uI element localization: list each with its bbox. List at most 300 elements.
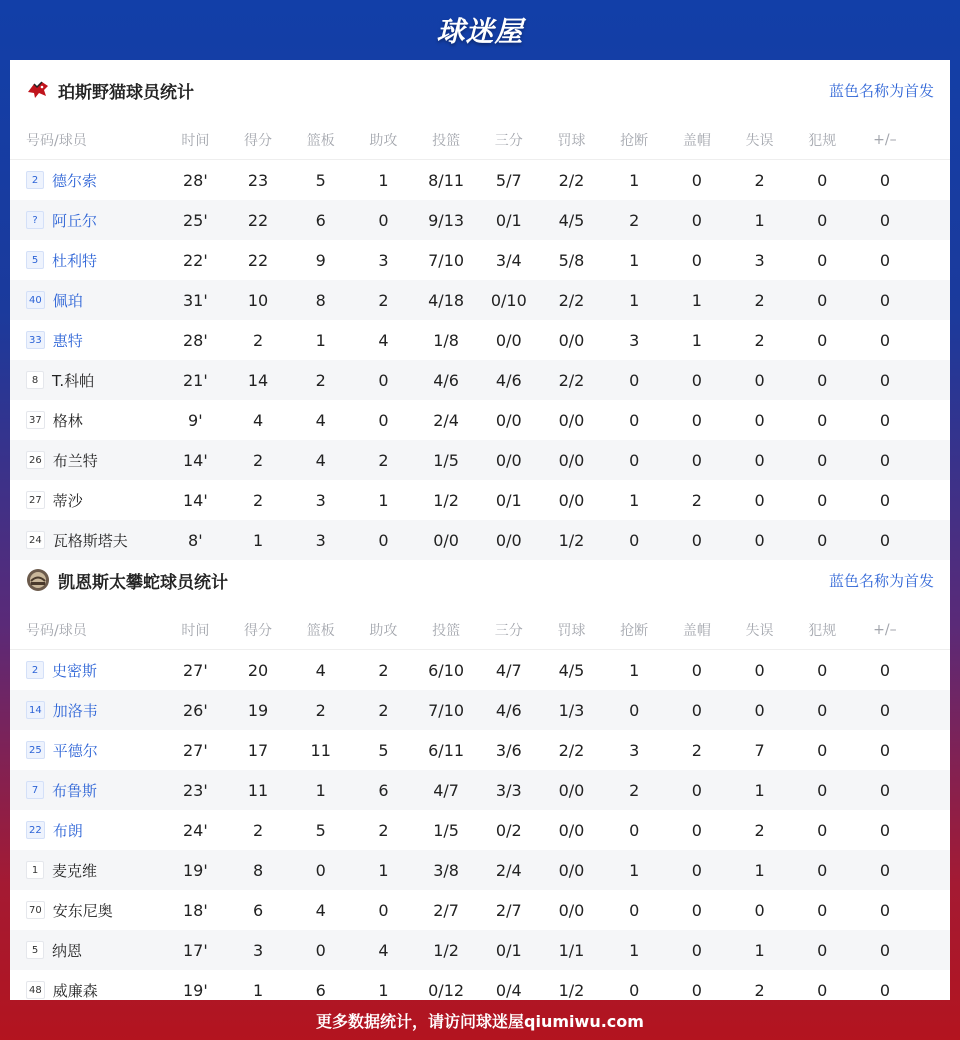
stat-cell: 0 <box>754 900 765 920</box>
stat-cell: 0 <box>817 740 828 760</box>
stat-cell: 2 <box>378 700 389 720</box>
stat-cell: 0 <box>817 900 828 920</box>
stat-cell: 6 <box>252 900 264 920</box>
player-name[interactable]: 安东尼奥 <box>52 901 113 920</box>
player-row[interactable] <box>10 400 950 440</box>
stat-cell: 0 <box>754 490 765 510</box>
stat-cell: 0 <box>691 980 702 1000</box>
player-row[interactable] <box>10 930 950 970</box>
stat-cell: 3 <box>252 940 264 960</box>
stat-cell: 0/1 <box>495 210 522 230</box>
stat-cell: 1/8 <box>433 330 459 350</box>
stat-cell: 18' <box>182 900 208 920</box>
stat-cell: 23 <box>247 170 269 190</box>
stat-cell: 2 <box>754 290 765 310</box>
stat-cell: 4/7 <box>495 660 522 680</box>
jersey-number-badge: 26 <box>26 451 45 469</box>
stat-cell: 3 <box>378 250 389 270</box>
stat-cell: 4/6 <box>495 700 522 720</box>
stat-cell: 0 <box>879 250 890 270</box>
player-row[interactable] <box>10 890 950 930</box>
player-row[interactable] <box>10 770 950 810</box>
player-row[interactable] <box>10 200 950 240</box>
player-name[interactable]: 威廉森 <box>52 981 98 1000</box>
player-name[interactable]: 麦克维 <box>52 861 98 880</box>
stat-cell: 0/0 <box>558 780 585 800</box>
stat-cell: 0 <box>315 940 326 960</box>
stat-cell: 8 <box>315 290 326 310</box>
stat-cell: 0 <box>629 900 640 920</box>
player-row[interactable] <box>10 160 950 200</box>
stat-cell: 5/7 <box>495 170 522 190</box>
stat-cell: 3/6 <box>495 740 522 760</box>
team-title: 凯恩斯太攀蛇球员统计 <box>58 572 228 593</box>
stat-cell: 0 <box>691 370 702 390</box>
stat-cell: 0 <box>691 660 702 680</box>
stat-cell: 10 <box>247 290 269 310</box>
player-name[interactable]: 平德尔 <box>52 741 98 760</box>
stat-cell: 1 <box>629 940 640 960</box>
team-header <box>10 550 950 610</box>
column-header[interactable]: 犯规 <box>808 132 837 149</box>
jersey-number-badge: 33 <box>26 331 45 349</box>
stat-cell: 1 <box>629 290 640 310</box>
player-cell <box>10 210 164 231</box>
stat-cell: 0 <box>629 370 640 390</box>
player-cell <box>10 290 164 311</box>
player-cell <box>10 250 164 271</box>
stat-cell: 1 <box>252 530 264 550</box>
stat-cell: 0 <box>754 700 765 720</box>
stat-cell: 0/1 <box>495 940 522 960</box>
column-header[interactable]: 犯规 <box>808 622 837 639</box>
column-header[interactable]: +/– <box>873 131 897 148</box>
player-name[interactable]: 纳恩 <box>52 941 83 960</box>
stat-cell: 9/13 <box>428 210 465 230</box>
jersey-number-badge: 37 <box>26 411 45 429</box>
stat-cell: 5/8 <box>558 250 585 270</box>
stat-cell: 0 <box>879 290 890 310</box>
stat-cell: 2 <box>378 820 389 840</box>
player-cell <box>10 940 164 961</box>
column-header[interactable]: 篮板 <box>306 622 335 639</box>
stat-cell: 0 <box>817 530 828 550</box>
stat-cell: 17 <box>247 740 269 760</box>
column-header[interactable]: 抢断 <box>620 622 649 639</box>
player-cell <box>10 660 164 681</box>
stat-cell: 0 <box>879 860 890 880</box>
stat-cell: 6/10 <box>428 660 465 680</box>
team-section <box>10 60 950 550</box>
stat-cell: 0 <box>378 900 389 920</box>
column-header[interactable]: 失误 <box>745 132 774 149</box>
stat-cell: 0 <box>691 900 702 920</box>
stat-cell: 9' <box>188 410 203 430</box>
stat-cell: 7/10 <box>428 700 465 720</box>
stat-cell: 4 <box>378 330 389 350</box>
stat-cell: 1/2 <box>558 530 585 550</box>
stat-cell: 0 <box>817 370 828 390</box>
column-header[interactable]: +/– <box>873 621 897 638</box>
player-cell <box>10 700 164 721</box>
stat-cell: 0/0 <box>558 860 585 880</box>
column-header[interactable]: 得分 <box>244 132 273 149</box>
stat-cell: 26' <box>182 700 208 720</box>
player-name[interactable]: 加洛韦 <box>52 701 98 720</box>
stat-cell: 0 <box>691 820 702 840</box>
stat-cell: 0 <box>691 250 702 270</box>
stat-cell: 1 <box>378 490 389 510</box>
stat-cell: 3 <box>629 740 640 760</box>
stat-cell: 0/2 <box>495 820 522 840</box>
stat-cell: 1 <box>629 660 640 680</box>
stat-cell: 4/6 <box>433 370 459 390</box>
player-row[interactable] <box>10 690 950 730</box>
stat-cell: 0 <box>691 170 702 190</box>
stat-cell: 0 <box>378 370 389 390</box>
player-name[interactable]: 惠特 <box>52 331 83 350</box>
stat-cell: 3 <box>315 530 326 550</box>
jersey-number-badge: 25 <box>26 741 45 759</box>
stat-cell: 4 <box>315 450 326 470</box>
player-cell <box>10 330 164 351</box>
wildcat-logo-icon <box>26 78 50 102</box>
team-section <box>10 550 950 1000</box>
stat-cell: 8 <box>252 860 264 880</box>
stat-cell: 2 <box>378 290 389 310</box>
stat-cell: 0 <box>378 210 389 230</box>
taipan-logo-icon <box>26 568 50 592</box>
table-header-row <box>10 610 950 650</box>
jersey-number-badge: 27 <box>26 491 45 509</box>
stat-cell: 1 <box>629 250 640 270</box>
column-header[interactable]: 投篮 <box>432 132 461 149</box>
column-header[interactable]: 盖帽 <box>682 622 711 639</box>
column-header[interactable]: 三分 <box>494 132 523 149</box>
stat-cell: 4 <box>315 900 326 920</box>
stat-cell: 28' <box>182 330 208 350</box>
stat-cell: 0/0 <box>558 900 585 920</box>
stat-cell: 0 <box>879 490 890 510</box>
stat-cell: 1 <box>315 330 326 350</box>
player-name[interactable]: 佩珀 <box>52 291 83 310</box>
starter-legend: 蓝色名称为首发 <box>828 81 934 100</box>
stat-cell: 1 <box>691 290 702 310</box>
stat-cell: 2/2 <box>558 740 585 760</box>
stat-cell: 4/5 <box>558 660 585 680</box>
stat-cell: 0/0 <box>495 530 522 550</box>
column-header[interactable]: 罚球 <box>557 132 586 149</box>
column-header[interactable]: 三分 <box>494 622 523 639</box>
stat-cell: 0 <box>879 660 890 680</box>
stat-cell: 22 <box>247 210 269 230</box>
player-cell <box>10 820 164 841</box>
stat-cell: 1 <box>691 330 702 350</box>
stat-cell: 0 <box>817 290 828 310</box>
stat-cell: 0 <box>691 530 702 550</box>
stat-cell: 1 <box>629 490 640 510</box>
stat-cell: 0 <box>754 450 765 470</box>
column-header[interactable]: 助攻 <box>369 622 398 639</box>
stat-cell: 1 <box>378 170 389 190</box>
stat-cell: 6 <box>378 780 389 800</box>
stat-cell: 6/11 <box>428 740 465 760</box>
stat-cell: 4 <box>315 410 326 430</box>
stat-cell: 2/7 <box>433 900 459 920</box>
player-row[interactable] <box>10 810 950 850</box>
player-row[interactable] <box>10 440 950 480</box>
column-header[interactable]: 篮板 <box>306 132 335 149</box>
stat-cell: 2 <box>252 450 264 470</box>
player-cell <box>10 170 164 191</box>
player-cell <box>10 530 164 551</box>
stat-cell: 19' <box>182 860 208 880</box>
footer-banner[interactable] <box>0 1000 960 1040</box>
column-header[interactable]: 号码/球员 <box>26 622 87 639</box>
stat-cell: 0 <box>817 700 828 720</box>
stat-cell: 5 <box>378 740 389 760</box>
stat-cell: 0 <box>691 210 702 230</box>
jersey-number-badge: 24 <box>26 531 45 549</box>
stat-cell: 3/4 <box>495 250 522 270</box>
stat-cell: 0 <box>879 900 890 920</box>
stat-cell: 7 <box>754 740 765 760</box>
stat-cell: 2/7 <box>495 900 522 920</box>
stat-cell: 0/0 <box>433 530 459 550</box>
stat-cell: 1 <box>754 940 765 960</box>
player-name[interactable]: 史密斯 <box>52 661 98 680</box>
stat-cell: 0 <box>879 980 890 1000</box>
stat-cell: 4/5 <box>558 210 585 230</box>
stat-cell: 0/4 <box>495 980 522 1000</box>
stat-cell: 0/0 <box>558 330 585 350</box>
stat-cell: 0 <box>691 940 702 960</box>
stat-cell: 1/2 <box>433 940 459 960</box>
stat-cell: 1/3 <box>558 700 585 720</box>
stat-cell: 0 <box>879 330 890 350</box>
player-name[interactable]: 布朗 <box>52 821 83 840</box>
stat-cell: 24' <box>182 820 208 840</box>
stat-cell: 1/5 <box>433 820 459 840</box>
player-row[interactable] <box>10 480 950 520</box>
stats-card <box>10 60 950 1000</box>
stat-cell: 0 <box>879 780 890 800</box>
stat-cell: 5 <box>315 820 326 840</box>
stat-cell: 0 <box>378 410 389 430</box>
stat-cell: 0 <box>879 450 890 470</box>
player-row[interactable] <box>10 850 950 890</box>
stat-cell: 0 <box>817 940 828 960</box>
stat-cell: 1 <box>378 860 389 880</box>
player-name[interactable]: 杜利特 <box>52 251 98 270</box>
stat-cell: 0 <box>817 780 828 800</box>
stat-cell: 2/4 <box>433 410 459 430</box>
stat-cell: 4 <box>378 940 389 960</box>
player-cell <box>10 410 164 431</box>
player-name[interactable]: 布兰特 <box>52 451 98 470</box>
stat-cell: 0 <box>754 660 765 680</box>
stat-cell: 17' <box>182 940 208 960</box>
column-header[interactable]: 得分 <box>244 622 273 639</box>
stat-cell: 19' <box>182 980 208 1000</box>
column-header[interactable]: 投篮 <box>432 622 461 639</box>
stat-cell: 2 <box>378 660 389 680</box>
player-row[interactable] <box>10 320 950 360</box>
jersey-number-badge: 22 <box>26 821 45 839</box>
stat-cell: 1 <box>378 980 389 1000</box>
team-title: 珀斯野猫球员统计 <box>58 82 194 103</box>
stat-cell: 0 <box>754 410 765 430</box>
stat-cell: 1/5 <box>433 450 459 470</box>
stat-cell: 19 <box>247 700 269 720</box>
player-row[interactable] <box>10 730 950 770</box>
stat-cell: 3/3 <box>495 780 522 800</box>
stat-cell: 0 <box>879 170 890 190</box>
stat-cell: 1 <box>315 780 326 800</box>
stat-cell: 2 <box>252 490 264 510</box>
stat-cell: 8' <box>188 530 203 550</box>
player-name[interactable]: 德尔索 <box>52 171 98 190</box>
stat-cell: 0 <box>817 980 828 1000</box>
stat-cell: 22' <box>182 250 208 270</box>
stat-cell: 2 <box>629 210 640 230</box>
stat-cell: 0 <box>629 980 640 1000</box>
stat-cell: 0/0 <box>558 450 585 470</box>
stat-cell: 0/0 <box>558 490 585 510</box>
stat-cell: 20 <box>247 660 269 680</box>
stat-cell: 2 <box>691 490 702 510</box>
stat-cell: 2 <box>252 820 264 840</box>
column-header[interactable]: 罚球 <box>557 622 586 639</box>
stat-cell: 0 <box>691 700 702 720</box>
stat-cell: 0 <box>879 370 890 390</box>
column-header[interactable]: 号码/球员 <box>26 132 87 149</box>
jersey-number-badge: ? <box>26 211 44 229</box>
footer-text: 更多数据统计，请访问球迷屋qiumiwu.com <box>316 1011 644 1031</box>
stat-cell: 1 <box>629 860 640 880</box>
table-header-row <box>10 120 950 160</box>
stat-cell: 0 <box>629 530 640 550</box>
stat-cell: 0 <box>817 170 828 190</box>
jersey-number-badge: 1 <box>26 861 44 879</box>
stat-cell: 0 <box>378 530 389 550</box>
stat-cell: 22 <box>247 250 269 270</box>
starter-legend: 蓝色名称为首发 <box>828 571 934 590</box>
stat-cell: 0 <box>879 740 890 760</box>
stat-cell: 2 <box>754 170 765 190</box>
stat-cell: 0 <box>879 820 890 840</box>
stat-cell: 6 <box>315 980 326 1000</box>
stat-cell: 14' <box>182 450 208 470</box>
stat-cell: 4/6 <box>495 370 522 390</box>
player-row[interactable] <box>10 360 950 400</box>
jersey-number-badge: 40 <box>26 291 45 309</box>
column-header[interactable]: 抢断 <box>620 132 649 149</box>
stat-cell: 14 <box>247 370 269 390</box>
stat-cell: 0 <box>817 860 828 880</box>
stat-cell: 0/12 <box>428 980 465 1000</box>
column-header[interactable]: 时间 <box>181 132 210 149</box>
site-logo[interactable]: 球迷屋 <box>436 15 524 48</box>
player-cell <box>10 740 164 761</box>
stat-cell: 0 <box>817 330 828 350</box>
stat-cell: 0/0 <box>558 820 585 840</box>
stat-cell: 0 <box>879 210 890 230</box>
stat-cell: 8/11 <box>428 170 465 190</box>
jersey-number-badge: 70 <box>26 901 45 919</box>
player-name[interactable]: 布鲁斯 <box>52 781 98 800</box>
stat-cell: 1/2 <box>558 980 585 1000</box>
stat-cell: 2/4 <box>495 860 522 880</box>
column-header[interactable]: 助攻 <box>369 132 398 149</box>
player-name[interactable]: 格林 <box>52 411 83 430</box>
column-header[interactable]: 时间 <box>181 622 210 639</box>
stat-cell: 0 <box>691 860 702 880</box>
stat-cell: 0 <box>817 820 828 840</box>
player-cell <box>10 490 164 511</box>
stat-cell: 2 <box>378 450 389 470</box>
jersey-number-badge: 7 <box>26 781 44 799</box>
stat-cell: 2 <box>252 330 264 350</box>
stat-cell: 1/1 <box>558 940 585 960</box>
stat-cell: 9 <box>315 250 326 270</box>
player-name[interactable]: T.科帕 <box>52 371 95 390</box>
stat-cell: 0 <box>817 450 828 470</box>
player-cell <box>10 900 164 921</box>
stat-cell: 0 <box>879 410 890 430</box>
stat-cell: 4/7 <box>433 780 459 800</box>
player-name[interactable]: 蒂沙 <box>52 491 83 510</box>
player-cell <box>10 780 164 801</box>
teams-container <box>10 60 950 1000</box>
player-row[interactable] <box>10 280 950 320</box>
stat-cell: 2 <box>754 330 765 350</box>
jersey-number-badge: 8 <box>26 371 44 389</box>
jersey-number-badge: 48 <box>26 981 45 999</box>
stat-cell: 7/10 <box>428 250 465 270</box>
stat-cell: 27' <box>182 660 208 680</box>
stat-cell: 1 <box>754 210 765 230</box>
stat-cell: 2 <box>754 820 765 840</box>
stat-cell: 27' <box>182 740 208 760</box>
player-row[interactable] <box>10 240 950 280</box>
stat-cell: 1 <box>754 780 765 800</box>
stat-cell: 0/0 <box>495 450 522 470</box>
stat-cell: 1 <box>252 980 264 1000</box>
stat-cell: 0 <box>879 530 890 550</box>
stat-cell: 0 <box>691 450 702 470</box>
stat-cell: 0 <box>691 780 702 800</box>
column-header[interactable]: 失误 <box>745 622 774 639</box>
column-header[interactable]: 盖帽 <box>682 132 711 149</box>
stat-cell: 0/10 <box>490 290 527 310</box>
stat-cell: 3 <box>315 490 326 510</box>
stat-cell: 11 <box>247 780 269 800</box>
stat-cell: 25' <box>182 210 208 230</box>
stat-cell: 5 <box>315 170 326 190</box>
player-name[interactable]: 阿丘尔 <box>52 211 98 230</box>
stat-cell: 3/8 <box>433 860 459 880</box>
stat-cell: 0 <box>817 410 828 430</box>
stat-cell: 0 <box>315 860 326 880</box>
stat-cell: 2 <box>754 980 765 1000</box>
stat-cell: 1 <box>629 170 640 190</box>
player-row[interactable] <box>10 650 950 690</box>
jersey-number-badge: 5 <box>26 251 44 269</box>
stat-cell: 0 <box>817 660 828 680</box>
player-name[interactable]: 瓦格斯塔夫 <box>52 531 128 550</box>
jersey-number-badge: 14 <box>26 701 45 719</box>
